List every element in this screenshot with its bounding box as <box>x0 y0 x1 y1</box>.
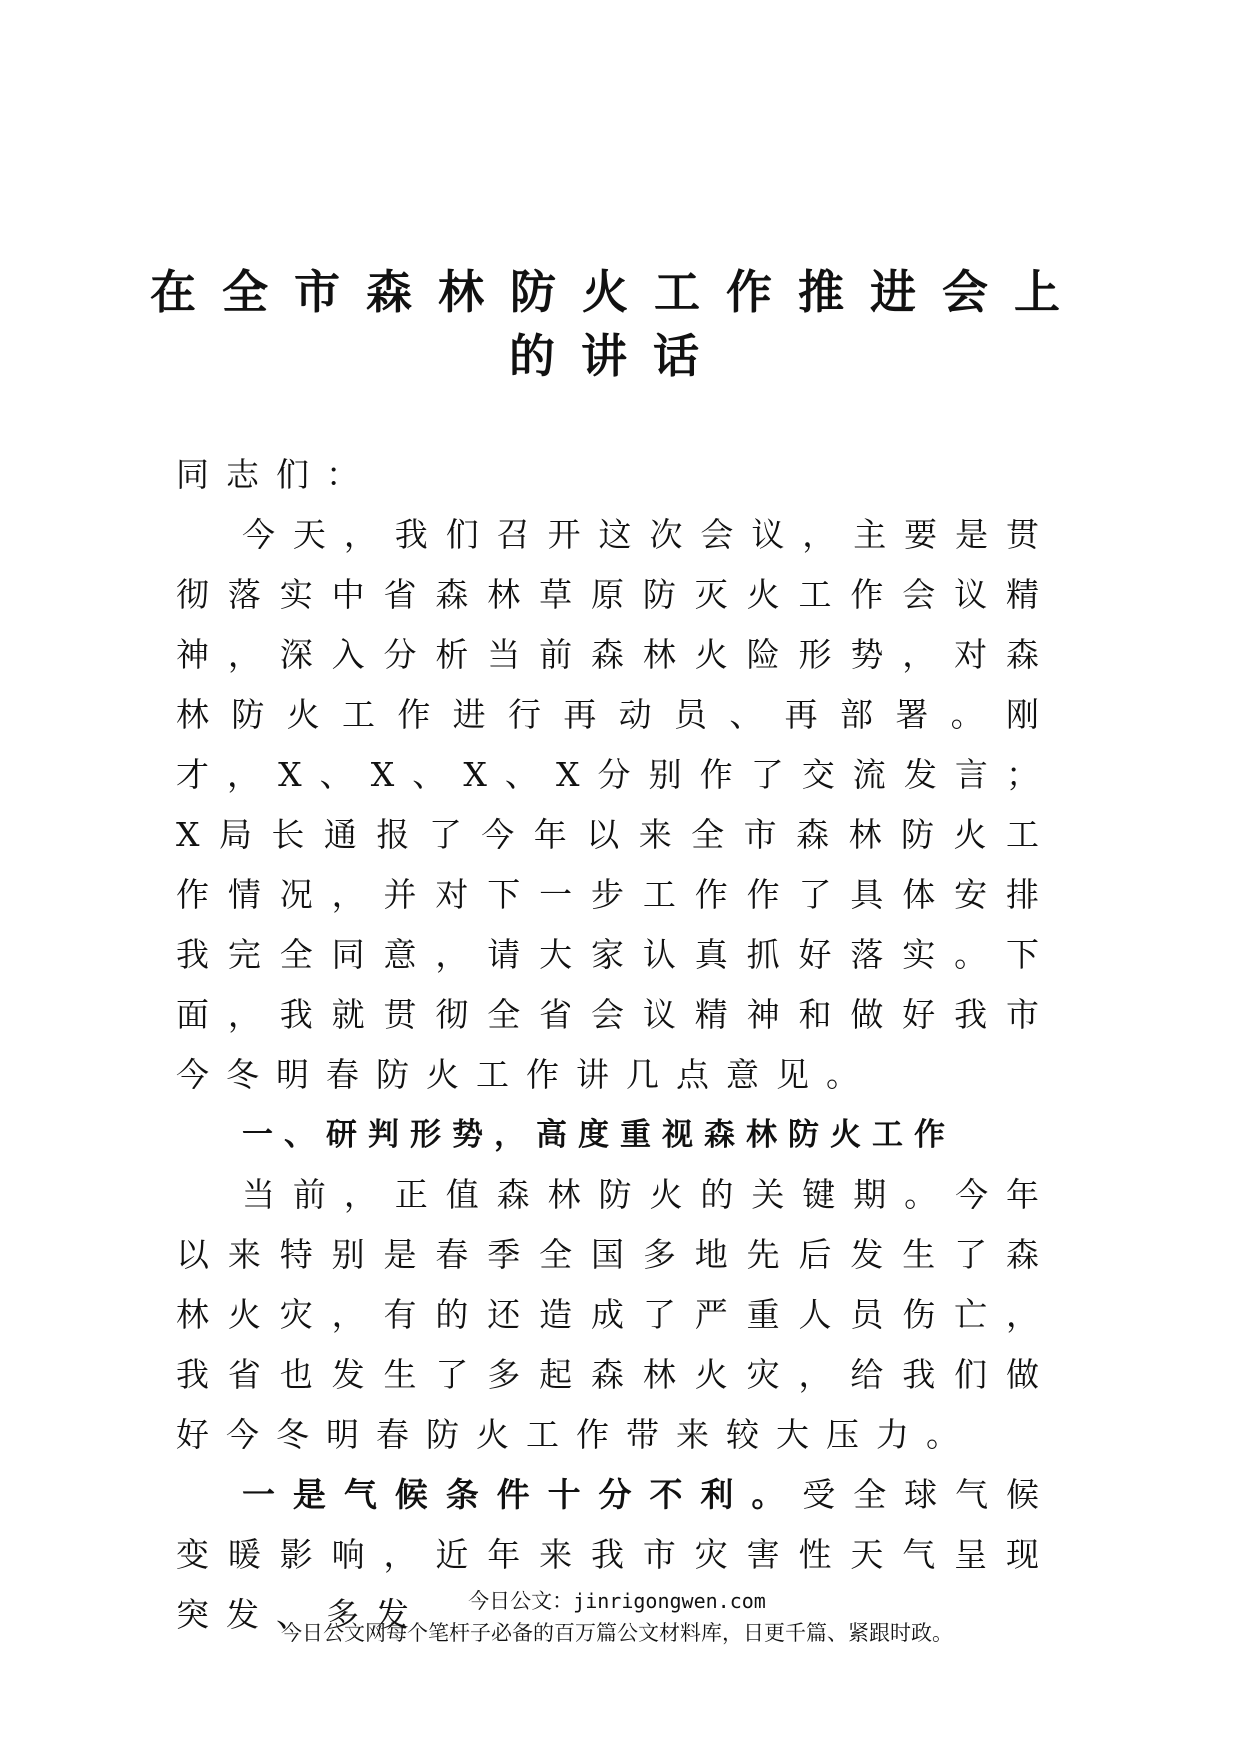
paragraph-climate-text: 受全球气候变暖影响，近年来我市灾害性天气呈现突发、多发 <box>176 1475 1057 1634</box>
footer-site-line <box>0 1585 1234 1617</box>
footer-slogan: 今日公文网每个笔杆子必备的百万篇公文材料库，日更千篇、紧跟时政。 <box>281 1621 953 1645</box>
paragraph-intro: 今天，我们召开这次会议，主要是贯彻落实中省森林草原防灭火工作会议精神，深入分析当前森林火险形势，对森林防火工作进行再动员、再部署。刚才，X、X、X、X分别作了交流发言；X局长通报了今年以来全市森林防火工作情况，并对下一步工作作了具体安排我完全同意，请大家认真抓好落实。下面，我就贯彻全省会议精神和做好我市今冬明春防火工作讲几点意见。 <box>176 515 1056 1094</box>
page-footer <box>0 1585 1234 1649</box>
paragraph-climate-lead: 一是气候条件十分不利。 <box>242 1475 803 1514</box>
footer-site-link[interactable]: jinrigongwen.com <box>573 1589 766 1613</box>
document-title <box>150 260 1084 388</box>
title-line-1: 在全市森林防火工作推进会上 <box>150 265 1086 319</box>
salutation: 同志们： <box>176 455 376 494</box>
paragraph-situation: 当前，正值森林防火的关键期。今年以来特别是春季全国多地先后发生了森林火灾，有的还造成了严重人员伤亡，我省也发生了多起森林火灾，给我们做好今冬明春防火工作带来较大压力。 <box>176 1175 1056 1454</box>
section-heading-1: 一、研判形势，高度重视森林防火工作 <box>242 1117 956 1153</box>
document-body <box>176 445 1056 1645</box>
title-line-2: 的讲话 <box>509 329 725 383</box>
footer-label: 今日公文： <box>468 1589 574 1613</box>
